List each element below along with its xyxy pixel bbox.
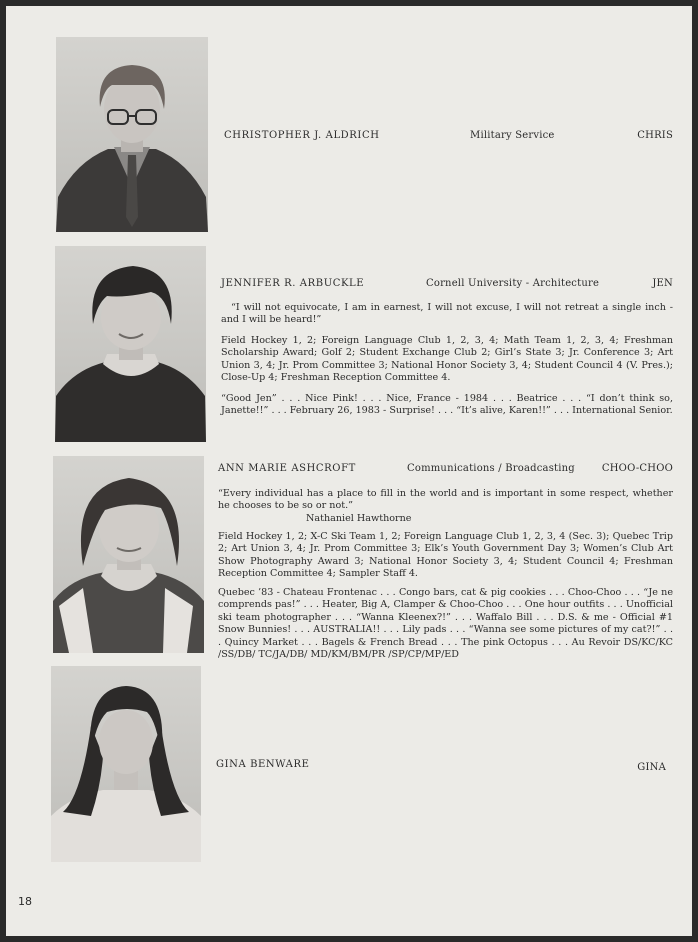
- student-photo-arbuckle: [55, 246, 206, 442]
- student-nickname: GINA: [637, 762, 666, 773]
- student-memories: Quebec ’83 - Chateau Frontenac . . . Congo bars, cat & pig cookies . . . Choo-Choo . . . “Je ne comprends pas!” . . . Heater, Big A, Clamper & Choo-Choo . . . One hour outfits . . . Unofficial ski team photographer . . . “Wanna Kleenex?!” . . . Waffalo Bill . . . D.S. & me - Official #1 Snow Bunnies! . . . AUSTRALIA!! . . . Lily pads . . . “Wanna see some pictures of my cat?!” . . . Quincy Market . . . Bagels & French Bread . . . The pink Octopus . . . Au Revoir DS/KC/KC /SS/DB/ TC/JA/DB/ MD/KM/BM/PR /SP/CP/MP/ED: [218, 587, 673, 661]
- student-plans: Cornell University - Architecture: [426, 278, 600, 289]
- page-number: 18: [18, 895, 32, 908]
- student-plans: Military Service: [470, 130, 555, 141]
- yearbook-page: [6, 6, 692, 936]
- student-nickname: JEN: [652, 278, 673, 289]
- student-activities: Field Hockey 1, 2; X-C Ski Team 1, 2; Foreign Language Club 1, 2, 3, 4 (Sec. 3); Quebec Trip 2; Art Union 3, 4; Jr. Prom Committee 3; Elk’s Youth Government Day 3; Women’s Club Art Show Photography Award 3; National Honor Society 3, 4; Student Council 4; Freshman Reception Committee 4; Sampler Staff 4.: [218, 531, 673, 580]
- student-photo-ashcroft: [53, 456, 204, 653]
- student-name: CHRISTOPHER J. ALDRICH: [224, 130, 380, 141]
- student-activities: Field Hockey 1, 2; Foreign Language Club 1, 2, 3, 4; Math Team 1, 2, 3, 4; Freshman Scholarship Award; Golf 2; Student Exchange Club 2; Girl’s State 3; Jr. Conference 3; Art Union 3, 4; Jr. Prom Committee 3; National Honor Society 3, 4; Student Council 4 (V. Pres.); Close-Up 4; Freshman Reception Committee 4.: [221, 335, 673, 384]
- student-name: GINA BENWARE: [216, 759, 310, 770]
- student-photo-benware: [51, 666, 201, 862]
- student-name: JENNIFER R. ARBUCKLE: [221, 278, 365, 289]
- student-plans: Communications / Broadcasting: [407, 463, 575, 474]
- student-nickname: CHRIS: [637, 130, 673, 141]
- student-name: ANN MARIE ASHCROFT: [218, 463, 356, 474]
- student-quote: “I will not equivocate, I am in earnest, I will not excuse, I will not retreat a single inch - and I will be heard!”: [221, 302, 673, 326]
- quote-text: “Every individual has a place to fill in the world and is important in some respect, whether he chooses to be so or not.”: [218, 488, 673, 512]
- student-photo-aldrich: [56, 37, 208, 232]
- quote-author: Nathaniel Hawthorne: [306, 512, 412, 524]
- student-memories: “Good Jen” . . . Nice Pink! . . . Nice, France - 1984 . . . Beatrice . . . “I don’t think so, Janette!!” . . . February 26, 1983 - Surprise! . . . “It’s alive, Karen!!” . . . International Senior.: [221, 393, 673, 417]
- student-nickname: CHOO-CHOO: [601, 463, 673, 474]
- student-quote: [218, 488, 673, 525]
